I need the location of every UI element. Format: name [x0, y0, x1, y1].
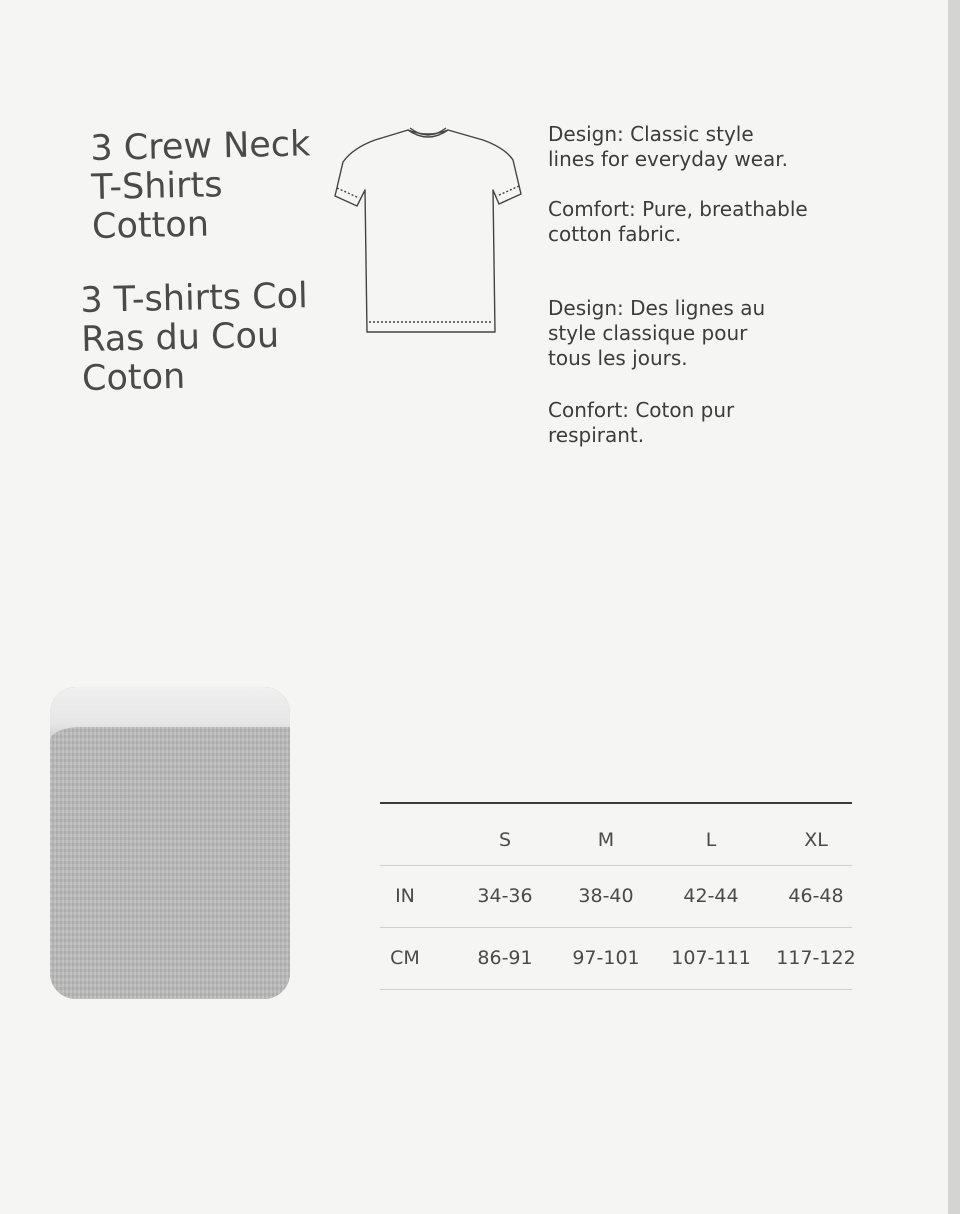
description-comfort-en [548, 197, 878, 247]
product-title-french [80, 277, 310, 399]
description-line: Design: Des lignes au [548, 296, 766, 320]
table-cell: 117-122 [776, 947, 856, 969]
table-header-cell: S [498, 829, 512, 851]
table-cell: IN [395, 885, 415, 907]
table-cell: 42-44 [683, 885, 739, 907]
description-line: style classique pour [548, 321, 748, 345]
description-design-en [548, 122, 878, 172]
t-shirt-icon [333, 124, 523, 339]
title-line: 3 T-shirts Col [79, 276, 309, 321]
table-header-cell: XL [804, 829, 828, 851]
description-line: Confort: Coton pur [548, 398, 735, 422]
description-line: respirant. [548, 423, 645, 447]
table-cell: 107-111 [671, 947, 751, 969]
table-header-cell: L [705, 829, 717, 851]
product-title-english [90, 125, 312, 247]
fabric-window [50, 687, 290, 999]
table-cell: 97-101 [572, 947, 640, 969]
title-line: 3 Crew Neck [89, 124, 311, 169]
description-line: tous les jours. [548, 346, 688, 370]
description-line: Comfort: Pure, breathable [548, 197, 808, 221]
table-cell: CM [390, 947, 420, 969]
size-table [380, 802, 856, 990]
table-row [380, 928, 856, 990]
description-line: Design: Classic style [548, 122, 754, 146]
table-header-cell: M [597, 829, 615, 851]
description-line: lines for everyday wear. [548, 147, 789, 171]
description-line: cotton fabric. [548, 222, 682, 246]
description-comfort-fr [548, 398, 878, 448]
table-cell: 86-91 [477, 947, 533, 969]
title-line: T-Shirts [90, 165, 223, 208]
table-cell: 38-40 [578, 885, 634, 907]
table-cell: 46-48 [788, 885, 844, 907]
fabric-swatch [50, 727, 290, 999]
table-header-cell [355, 804, 455, 865]
table-row [380, 866, 852, 928]
table-cell: 34-36 [477, 885, 533, 907]
title-line: Ras du Cou [80, 315, 280, 360]
card-edge [948, 0, 960, 1214]
title-line: Cotton [91, 204, 210, 247]
table-header-row [380, 804, 852, 866]
title-line: Coton [81, 356, 186, 399]
description-design-fr [548, 296, 878, 371]
